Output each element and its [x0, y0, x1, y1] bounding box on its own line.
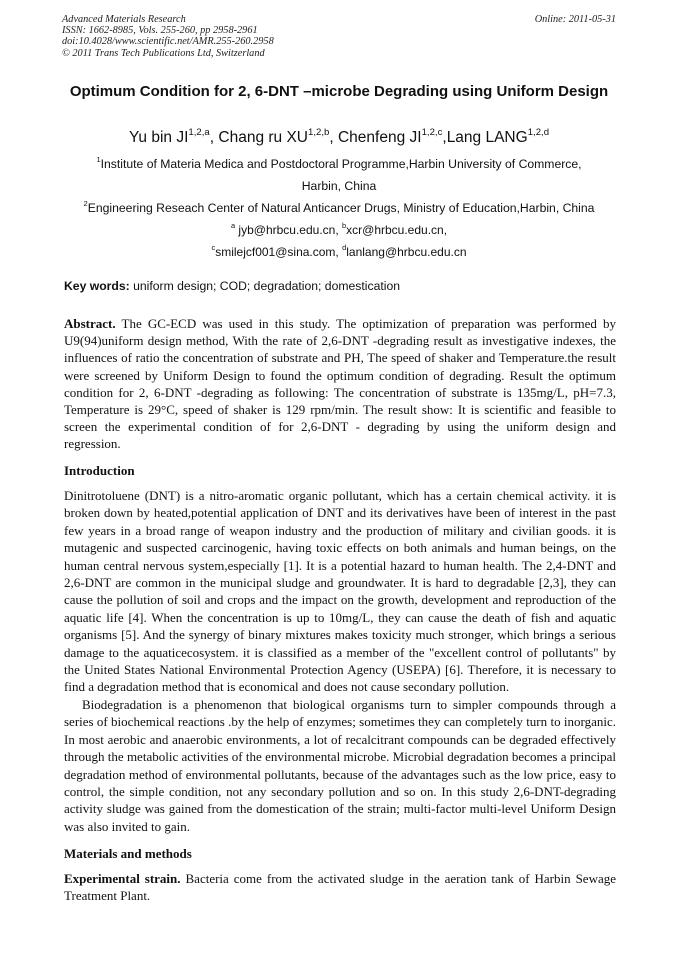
online-date: Online: 2011-05-31	[534, 14, 616, 25]
email-sup: a	[230, 221, 236, 231]
introduction-body	[64, 487, 616, 835]
email-sup: c	[211, 243, 216, 253]
author-sup: 1,2,b	[308, 126, 330, 138]
author-sup: 1,2,d	[527, 126, 550, 138]
email-link[interactable]: smilejcf001@sina.com,	[215, 245, 339, 259]
abstract-label: Abstract.	[64, 316, 116, 331]
affiliation-text: Institute of Materia Medica and Postdoctoral Programme,Harbin University of Commerce,	[100, 157, 582, 171]
materials-heading: Materials and methods	[64, 846, 192, 861]
paragraph	[64, 870, 616, 905]
issn-line: ISSN: 1662-8985, Vols. 255-260, pp 2958-2961	[62, 25, 258, 37]
keywords	[64, 278, 616, 294]
strain-text: Bacteria come from the activated sludge in the aeration tank of Harbin Sewage Treatment Plant.	[64, 871, 617, 904]
affiliation-text: Harbin, China	[301, 179, 377, 193]
author-name: Yu bin JI	[128, 129, 189, 146]
introduction-heading: Introduction	[64, 463, 135, 478]
keywords-label: Key words:	[64, 279, 130, 293]
journal-name: Advanced Materials Research	[62, 14, 186, 25]
email-link[interactable]: lanlang@hrbcu.edu.cn	[346, 245, 467, 259]
materials-body	[64, 870, 616, 905]
email-list	[44, 219, 634, 263]
abstract	[64, 315, 616, 453]
author-name: Chang ru XU	[218, 129, 308, 146]
author-sup: 1,2,c	[421, 126, 443, 138]
affiliation-1	[44, 153, 634, 197]
abstract-text: The GC-ECD was used in this study. The optimization of preparation was performed by U9(94)uniform design method, With the rate of 2,6-DNT -degrading result as investigative indexes, the influences of ratio the concentration of substrate and PH, The speed of shaker and Temperature.the result were screened by Uniform Design to found the optimum condition of degrading. Result the optimum condition for 2, 6-DNT -degrading as following: The concentration of substrate is 135mg/L, pH=7.3, Temperature is 29°C, speed of shaker is 129 rpm/min. The result show: It is scientific and feasible to screen the experimental condition of for 2,6-DNT - degrading by using the uniform design and regression.	[64, 316, 617, 452]
journal-header	[62, 14, 616, 59]
paragraph: Dinitrotoluene (DNT) is a nitro-aromatic organic pollutant, which has a certain chemical activity. it is broken down by heated,potential application of DNT and its derivatives have been of interest in the past few years in a broad range of weapon industry and the production of military and civilian goods. it is mutagenic and suspected carcinogenic, having toxic effects on both animals and human beings, on the human central nervous system,especially [1]. It is a potential hazard to human health. The 2,4-DNT and 2,6-DNT are common in the municipal sludge and groundwater. It is hard to degradable [2,3], they can cause the pollution of soil and crops and the impact on the growth, development and reproduction of the aquatic life [4]. When the concentration is up to 10mg/L, they can cause the death of fish and aquatic organisms [5]. And the synergy of binary mixtures makes toxicity much stronger, which brings a serious damage to the aquaticecosystem. it is classified as a member of the "excellent control of pollutants" by the United States National Environmental Protection Agency (USEPA) [6]. Therefore, it is necessary to find a degradation method that is economical and does not cause secondary pollution.	[64, 488, 616, 695]
affiliation-2	[44, 197, 634, 219]
email-link[interactable]: jyb@hrbcu.edu.cn,	[238, 223, 339, 237]
email-sup: b	[342, 221, 347, 231]
author-list: Yu bin JI$^{1,2,a}$, Chang ru XU$^{1,2,b}$, Chenfeng JI$^{1,2,c}$,Lang LANG$^{1,2,d}$	[128, 126, 550, 146]
keywords-text: uniform design; COD; degradation; domestication	[133, 279, 401, 293]
copyright-line: © 2011 Trans Tech Publications Ltd, Switzerland	[62, 47, 265, 59]
author-name: Chenfeng JI	[337, 129, 422, 146]
doi-line: doi:10.4028/www.scientific.net/AMR.255-260.2958	[62, 36, 274, 48]
email-link[interactable]: xcr@hrbcu.edu.cn,	[346, 223, 448, 237]
paragraph: Biodegradation is a phenomenon that biological organisms turn to simpler compounds through a series of biochemical reactions .by the help of enzymes; sometimes they can completely turn to inorganic. In most aerobic and anaerobic environments, a lot of recalcitrant compounds can be degraded effectively through the metabolic activities of the environmental microbe. Microbial degradation becomes a principal degradation method of environmental pollutants, because of the advantages such as the low price, easy to control, the simple condition, not any secondary pollution and so on. In this study 2,6-DNT-degrading activity sludge was gained from the domestication of the strain; multi-factor multi-level Uniform Design was also invited to gain.	[64, 696, 616, 834]
paper-title: Optimum Condition for 2, 6-DNT –microbe Degrading using Uniform Design	[69, 83, 609, 100]
affiliation-text: Engineering Reseach Center of Natural Anticancer Drugs, Ministry of Education,Harbin, China	[87, 201, 595, 215]
affiliation-sup: 2	[83, 199, 88, 209]
affiliation-sup: 1	[96, 155, 101, 165]
email-sup: d	[342, 243, 347, 253]
strain-label: Experimental strain.	[64, 871, 181, 886]
author-name: Lang LANG	[446, 129, 528, 146]
author-sup: 1,2,a	[188, 126, 210, 138]
